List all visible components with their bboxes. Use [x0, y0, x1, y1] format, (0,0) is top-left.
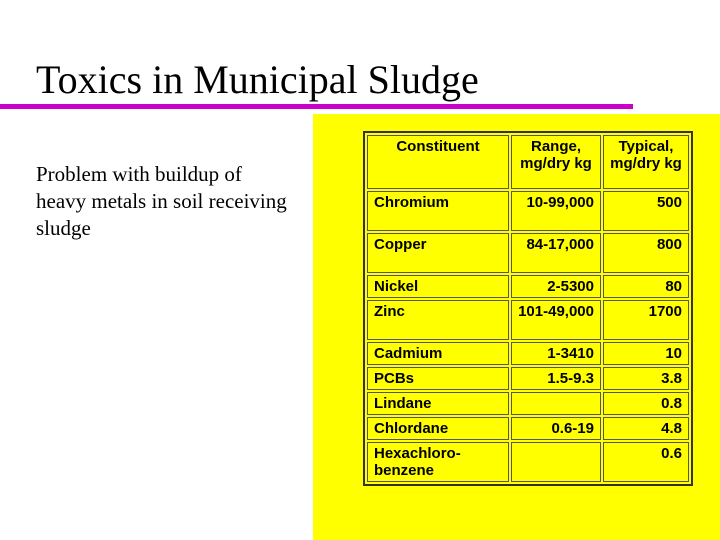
range-cell: 1.5-9.3	[511, 367, 601, 390]
typical-cell: 0.6	[603, 442, 689, 482]
constituent-cell: Chromium	[367, 191, 509, 231]
constituent-cell: Nickel	[367, 275, 509, 298]
typical-cell: 4.8	[603, 417, 689, 440]
table-row	[367, 300, 689, 340]
typical-cell: 10	[603, 342, 689, 365]
table-header-row	[367, 135, 689, 189]
typical-cell: 0.8	[603, 392, 689, 415]
header-range: Range, mg/dry kg	[511, 135, 601, 189]
constituent-cell: Zinc	[367, 300, 509, 340]
range-cell: 84-17,000	[511, 233, 601, 273]
range-cell: 101-49,000	[511, 300, 601, 340]
constituent-cell: Lindane	[367, 392, 509, 415]
table-row	[367, 442, 689, 482]
constituent-cell: PCBs	[367, 367, 509, 390]
typical-cell: 800	[603, 233, 689, 273]
range-cell: 10-99,000	[511, 191, 601, 231]
table-row	[367, 191, 689, 231]
slide-title: Toxics in Municipal Sludge	[36, 57, 479, 102]
range-cell: 1-3410	[511, 342, 601, 365]
typical-cell: 1700	[603, 300, 689, 340]
constituent-cell: Cadmium	[367, 342, 509, 365]
table-row	[367, 275, 689, 298]
sludge-toxics-table	[363, 131, 693, 486]
typical-cell: 500	[603, 191, 689, 231]
typical-cell: 3.8	[603, 367, 689, 390]
table-row	[367, 417, 689, 440]
typical-cell: 80	[603, 275, 689, 298]
constituent-cell: Chlordane	[367, 417, 509, 440]
table-row	[367, 392, 689, 415]
range-cell	[511, 392, 601, 415]
header-typical: Typical, mg/dry kg	[603, 135, 689, 189]
slide-body-text: Problem with buildup of heavy metals in soil receiving sludge	[36, 162, 287, 240]
range-cell: 2-5300	[511, 275, 601, 298]
range-cell: 0.6-19	[511, 417, 601, 440]
title-underline	[0, 104, 633, 109]
constituent-cell: Copper	[367, 233, 509, 273]
table-row	[367, 342, 689, 365]
range-cell	[511, 442, 601, 482]
table-row	[367, 233, 689, 273]
table-row	[367, 367, 689, 390]
header-constituent: Constituent	[367, 135, 509, 189]
constituent-cell: Hexachloro-benzene	[367, 442, 509, 482]
